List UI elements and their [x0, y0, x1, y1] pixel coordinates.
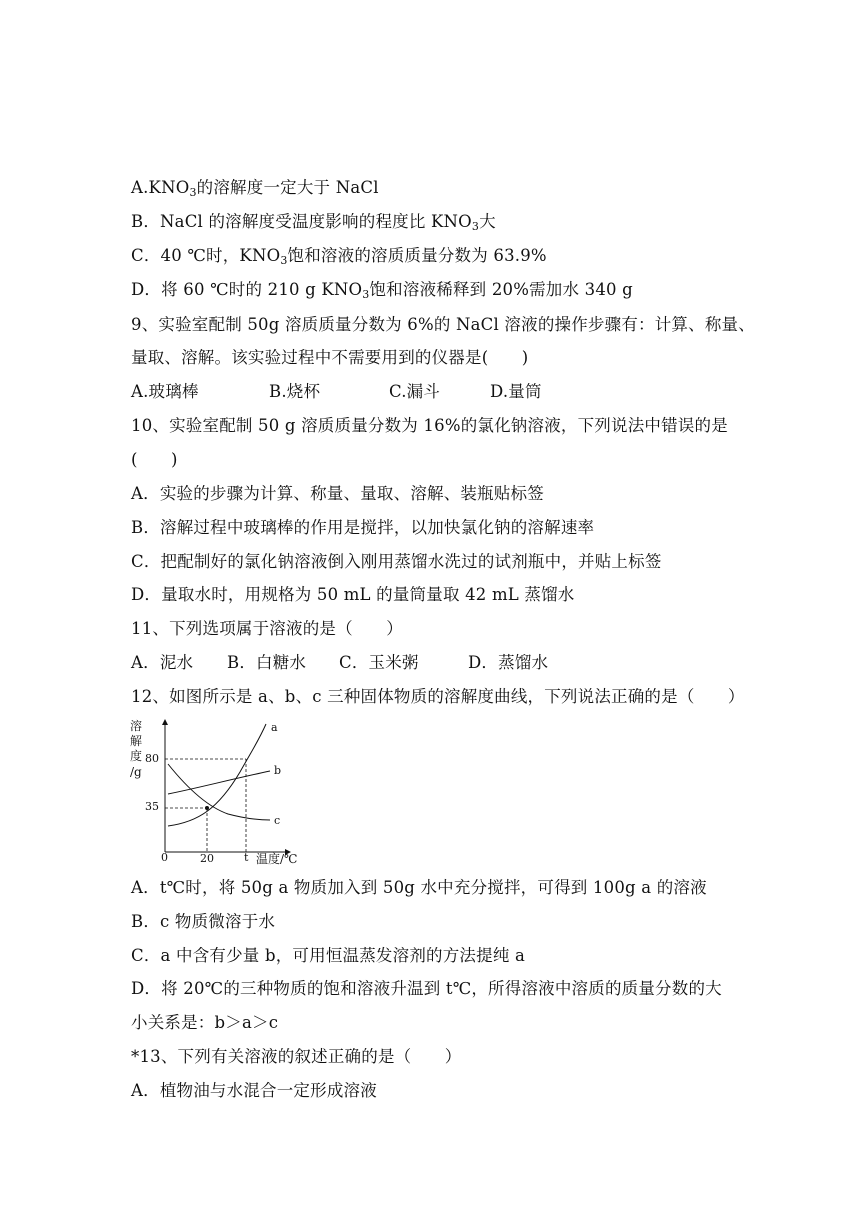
x-tick-t: t — [244, 851, 249, 864]
series-b-label: b — [274, 764, 282, 777]
q10-stem-line1: 10、实验室配制 50 g 溶质质量分数为 16%的氯化钠溶液，下列说法中错误的是 — [131, 416, 728, 435]
series-b-curve — [168, 771, 270, 794]
q12-option-a: A．t℃时，将 50g a 物质加入到 50g 水中充分搅拌，可得到 100g a 的溶液 — [131, 878, 707, 897]
q13-option-a: A．植物油与水混合一定形成溶液 — [131, 1081, 377, 1100]
series-c-curve — [168, 764, 270, 820]
q12-option-c: C．a 中含有少量 b，可用恒温蒸发溶剂的方法提纯 a — [131, 946, 525, 965]
q11-option-a: A．泥水 — [131, 653, 194, 672]
q11-option-c: C．玉米粥 — [339, 653, 419, 672]
y-axis-label-1: 溶 — [130, 719, 143, 733]
y-axis-label-4: /g — [130, 765, 142, 779]
q9-option-a: A.玻璃棒 — [131, 382, 199, 401]
q9-option-c: C.漏斗 — [389, 382, 441, 401]
q8-option-d: D．将 60 ℃时的 210 g $KNO_3$饱和溶液稀释到 20%需加水 340 g — [131, 280, 633, 301]
q12-option-b: B．c 物质微溶于水 — [131, 912, 276, 931]
series-a-label: a — [271, 721, 278, 734]
y-tick-80: 80 — [145, 752, 159, 765]
series-c-label: c — [274, 814, 281, 827]
q9-option-b: B.烧杯 — [269, 382, 321, 401]
q10-stem-line2: ( ) — [131, 450, 178, 469]
q12-stem: 12、如图所示是 a、b、c 三种固体物质的溶解度曲线，下列说法正确的是（ ） — [131, 687, 745, 706]
x-axis-label: 温度/℃ — [256, 852, 298, 866]
q11-option-d: D．蒸馏水 — [468, 653, 549, 672]
q9-options — [131, 380, 542, 404]
q9-stem-line2: 量取、溶解。该实验过程中不需要用到的仪器是( ) — [131, 348, 529, 367]
q11-options — [131, 651, 548, 675]
q9-option-d: D.量筒 — [490, 382, 542, 401]
q11-stem: 11、下列选项属于溶液的是（ ） — [131, 619, 403, 638]
q10-option-d: D．量取水时，用规格为 50 mL 的量筒量取 42 mL 蒸馏水 — [131, 585, 575, 604]
solubility-curve-chart — [128, 714, 298, 870]
q10-option-b: B．溶解过程中玻璃棒的作用是搅拌，以加快氯化钠的溶解速率 — [131, 518, 595, 537]
intersection-point — [205, 806, 209, 810]
q8-option-c: C．40 ℃时，$KNO_3$饱和溶液的溶质质量分数为 63.9% — [131, 246, 547, 267]
y-tick-35: 35 — [145, 800, 159, 813]
q13-stem: *13、下列有关溶液的叙述正确的是（ ） — [131, 1047, 462, 1066]
x-tick-0: 0 — [161, 851, 168, 864]
q12-option-d-line1: D．将 20℃的三种物质的饱和溶液升温到 t℃，所得溶液中溶质的质量分数的大 — [131, 979, 722, 998]
y-axis-label-3: 度 — [130, 749, 143, 763]
q8-option-b: B．NaCl 的溶解度受温度影响的程度比 $KNO_3$大 — [131, 212, 496, 233]
x-tick-20: 20 — [200, 852, 214, 865]
q9-stem-line1: 9、实验室配制 50g 溶质质量分数为 6%的 NaCl 溶液的操作步骤有：计算、称量、 — [131, 315, 755, 334]
q12-option-d-line2: 小关系是：b＞a＞c — [131, 1013, 279, 1032]
q8-option-a: $A.KNO_3$的溶解度一定大于 NaCl — [131, 178, 379, 199]
q11-option-b: B．白糖水 — [227, 653, 307, 672]
q10-option-c: C．把配制好的氯化钠溶液倒入刚用蒸馏水洗过的试剂瓶中，并贴上标签 — [131, 552, 662, 571]
q10-option-a: A．实验的步骤为计算、称量、量取、溶解、装瓶贴标签 — [131, 484, 544, 503]
y-axis-label-2: 解 — [130, 734, 143, 748]
